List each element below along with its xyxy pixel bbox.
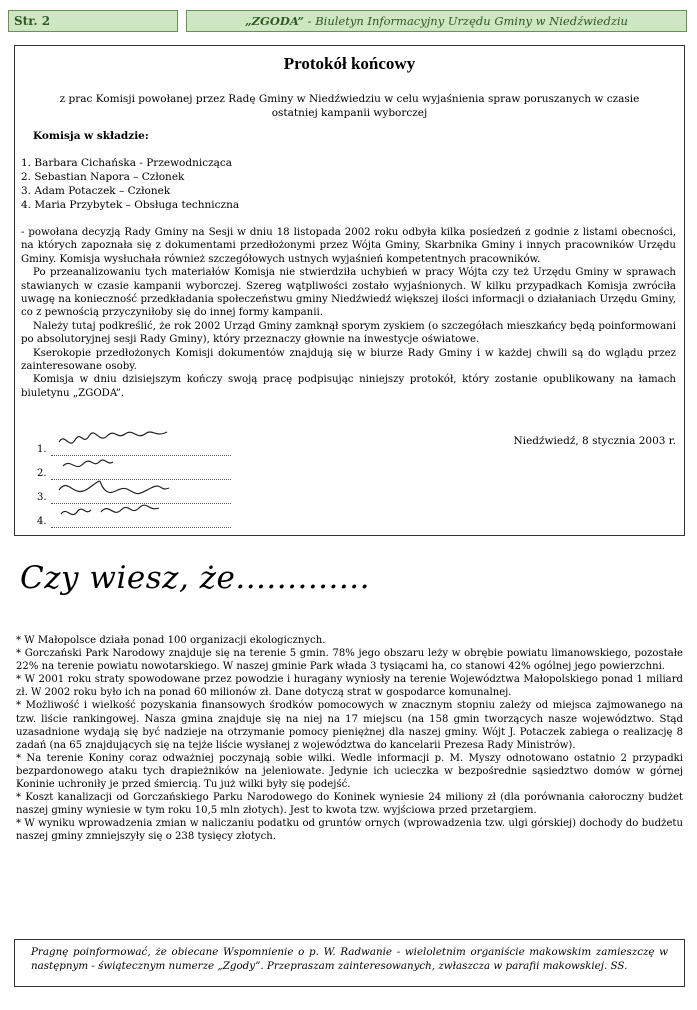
- committee-heading: Komisja w składzie:: [33, 130, 149, 142]
- protocol-paragraph: Należy tutaj podkreślić, że rok 2002 Urząd Gminy zamknął sporym zyskiem (o szczegółach mieszkańcy będą poinformowani po absolutoryjnej sesji Rady Gminy), który przeznaczy głownie na inwestycje oświatowe.: [21, 320, 676, 346]
- did-you-know-title: Czy wiesz, że.............: [20, 560, 370, 596]
- editor-note: Pragnę poinformować, że obiecane Wspomnienie o p. W. Radwanie - wieloletnim organiście makowskim zamieszczę w następnym - świątecznym numerze „Zgody”. Przepraszam zainteresowanych, zwłaszcza w parafii makowskiej. SS.: [14, 939, 685, 987]
- committee-members: [21, 156, 239, 212]
- protocol-paragraph: Kserokopie przedłożonych Komisji dokumentów znajdują się w biurze Rady Gminy i w każdej chwili są do wglądu przez zainteresowane osoby.: [21, 347, 676, 373]
- signature-number: 4.: [37, 516, 47, 527]
- member-item: 3. Adam Potaczek – Członek: [21, 185, 171, 197]
- signature-number: 3.: [37, 492, 47, 503]
- protocol-box: [14, 45, 685, 536]
- protocol-title: Protokół końcowy: [283, 54, 416, 73]
- fact-item: * Możliwość i wielkość pozyskania finansowych środków pomocowych w znacznym stopniu zależy od miejsca zajmowanego na tzw. liście rankingowej. Nasza gmina znajduje się na niej na 17 miejscu (na 158 gmin tworzących nasze województwo. Stąd uzasadnione wydają się być nadzieje na otrzymanie pomocy pieniężnej dla naszej gminy. Wójt J. Potaczek zabiega o realizację 8 zadań (na 65 znajdujących się na tejże liście wysłanej z województwa do kancelarii Prezesa Rady Ministrów).: [16, 700, 683, 751]
- protocol-subtitle: z prac Komisji powołanej przez Radę Gminy w Niedźwiedziu w celu wyjaśnienia spraw poruszanych w czasie ostatniej kampanii wyborczej: [59, 93, 640, 119]
- protocol-paragraph: Po przeanalizowaniu tych materiałów Komisja nie stwierdziła uchybień w pracy Wójta czy też Urzędu Gminy w sprawach stawianych w czasie kampanii wyborczej. Szereg wątpliwości zostało wyjaśnionych. W kilku przypadkach Komisja zwróciła uwagę na konieczność przedkładania społeczeństwu gminy Niedźwiedź większej ilości informacji o działaniach Urzędu Gminy, co z pewnością przyczyniłoby się do innej formy kampanii.: [21, 267, 676, 319]
- protocol-body: [21, 226, 676, 400]
- handwritten-signatures: [37, 430, 237, 530]
- page-number-label: Str. 2: [8, 10, 178, 32]
- signatures: [37, 430, 237, 530]
- bulletin-subtitle: - Biuletyn Informacyjny Urzędu Gminy w Niedźwiedziu: [304, 14, 628, 28]
- protocol-paragraph: Komisja w dniu dzisiejszym kończy swoją pracę podpisując niniejszy protokół, który zostanie opublikowany na łamach biuletynu „ZGODA”.: [21, 374, 676, 399]
- member-item: 1. Barbara Cichańska - Przewodnicząca: [21, 157, 233, 169]
- signature-number: 1.: [37, 444, 47, 455]
- bulletin-name: „ZGODA”: [245, 14, 305, 28]
- did-you-know-facts: [16, 634, 683, 844]
- bulletin-title: [186, 10, 687, 32]
- signature-number: 2.: [37, 468, 47, 479]
- fact-item: * W Małopolsce działa ponad 100 organizacji ekologicznych.: [16, 635, 326, 646]
- member-item: 2. Sebastian Napora – Członek: [21, 171, 185, 183]
- fact-item: * Gorczański Park Narodowy znajduje się na terenie 5 gmin. 78% jego obszaru leży w obrębie powiatu limanowskiego, pozostałe 22% na terenie powiatu nowotarskiego. W naszej gminie Park włada 3 tysiącami ha, co stanowi 42% ogólnej jego powierzchni.: [16, 648, 683, 673]
- fact-item: * W wyniku wprowadzenia zmian w naliczaniu podatku od gruntów ornych (wprowadzenia tzw. ulgi górskiej) dochody do budżetu naszej gminy zmniejszyły się o 238 tysięcy złotych.: [16, 818, 683, 843]
- fact-item: * Na terenie Koniny coraz odważniej poczynają sobie wilki. Wedle informacji p. M. Myszy odnotowano ostatnio 2 przypadki bezpardonowego ataku tych drapieżników na jeleniowate. Jedynie ich ucieczka w bezpośrednie sąsiedztwo domów w górnej Koninie uchroniły je przed śmiercią. Tu już wilki były się podejść.: [16, 752, 683, 791]
- protocol-date: Niedźwiedź, 8 stycznia 2003 r.: [513, 435, 676, 447]
- member-item: 4. Maria Przybytek – Obsługa techniczna: [21, 199, 240, 211]
- fact-item: * Koszt kanalizacji od Gorczańskiego Parku Narodowego do Koninek wyniesie 24 miliony zł (dla porównania całoroczny budżet naszej gminy wyniesie w tym roku 10,5 mln złotych). Jest to kwota tzw. wyjściowa przed przetargiem.: [16, 792, 683, 817]
- protocol-paragraph: - powołana decyzją Rady Gminy na Sesji w dniu 18 listopada 2002 roku odbyła kilka posiedzeń z godnie z listami obecności, na których zapoznała się z dokumentami przedłożonymi przez Wójta Gminy, Skarbnika Gminy i innych pracowników Urzędu Gminy. Komisja wysłuchała również szczegółowych ustnych wyjaśnień kompetentnych pracowników.: [21, 227, 676, 265]
- fact-item: * W 2001 roku straty spowodowane przez powodzie i huragany wyniosły na terenie Województwa Małopolskiego ponad 1 miliard zł. W 2002 roku było ich na ponad 60 milionów zł. Dane dotyczą strat w gospodarce komunalnej.: [16, 674, 683, 699]
